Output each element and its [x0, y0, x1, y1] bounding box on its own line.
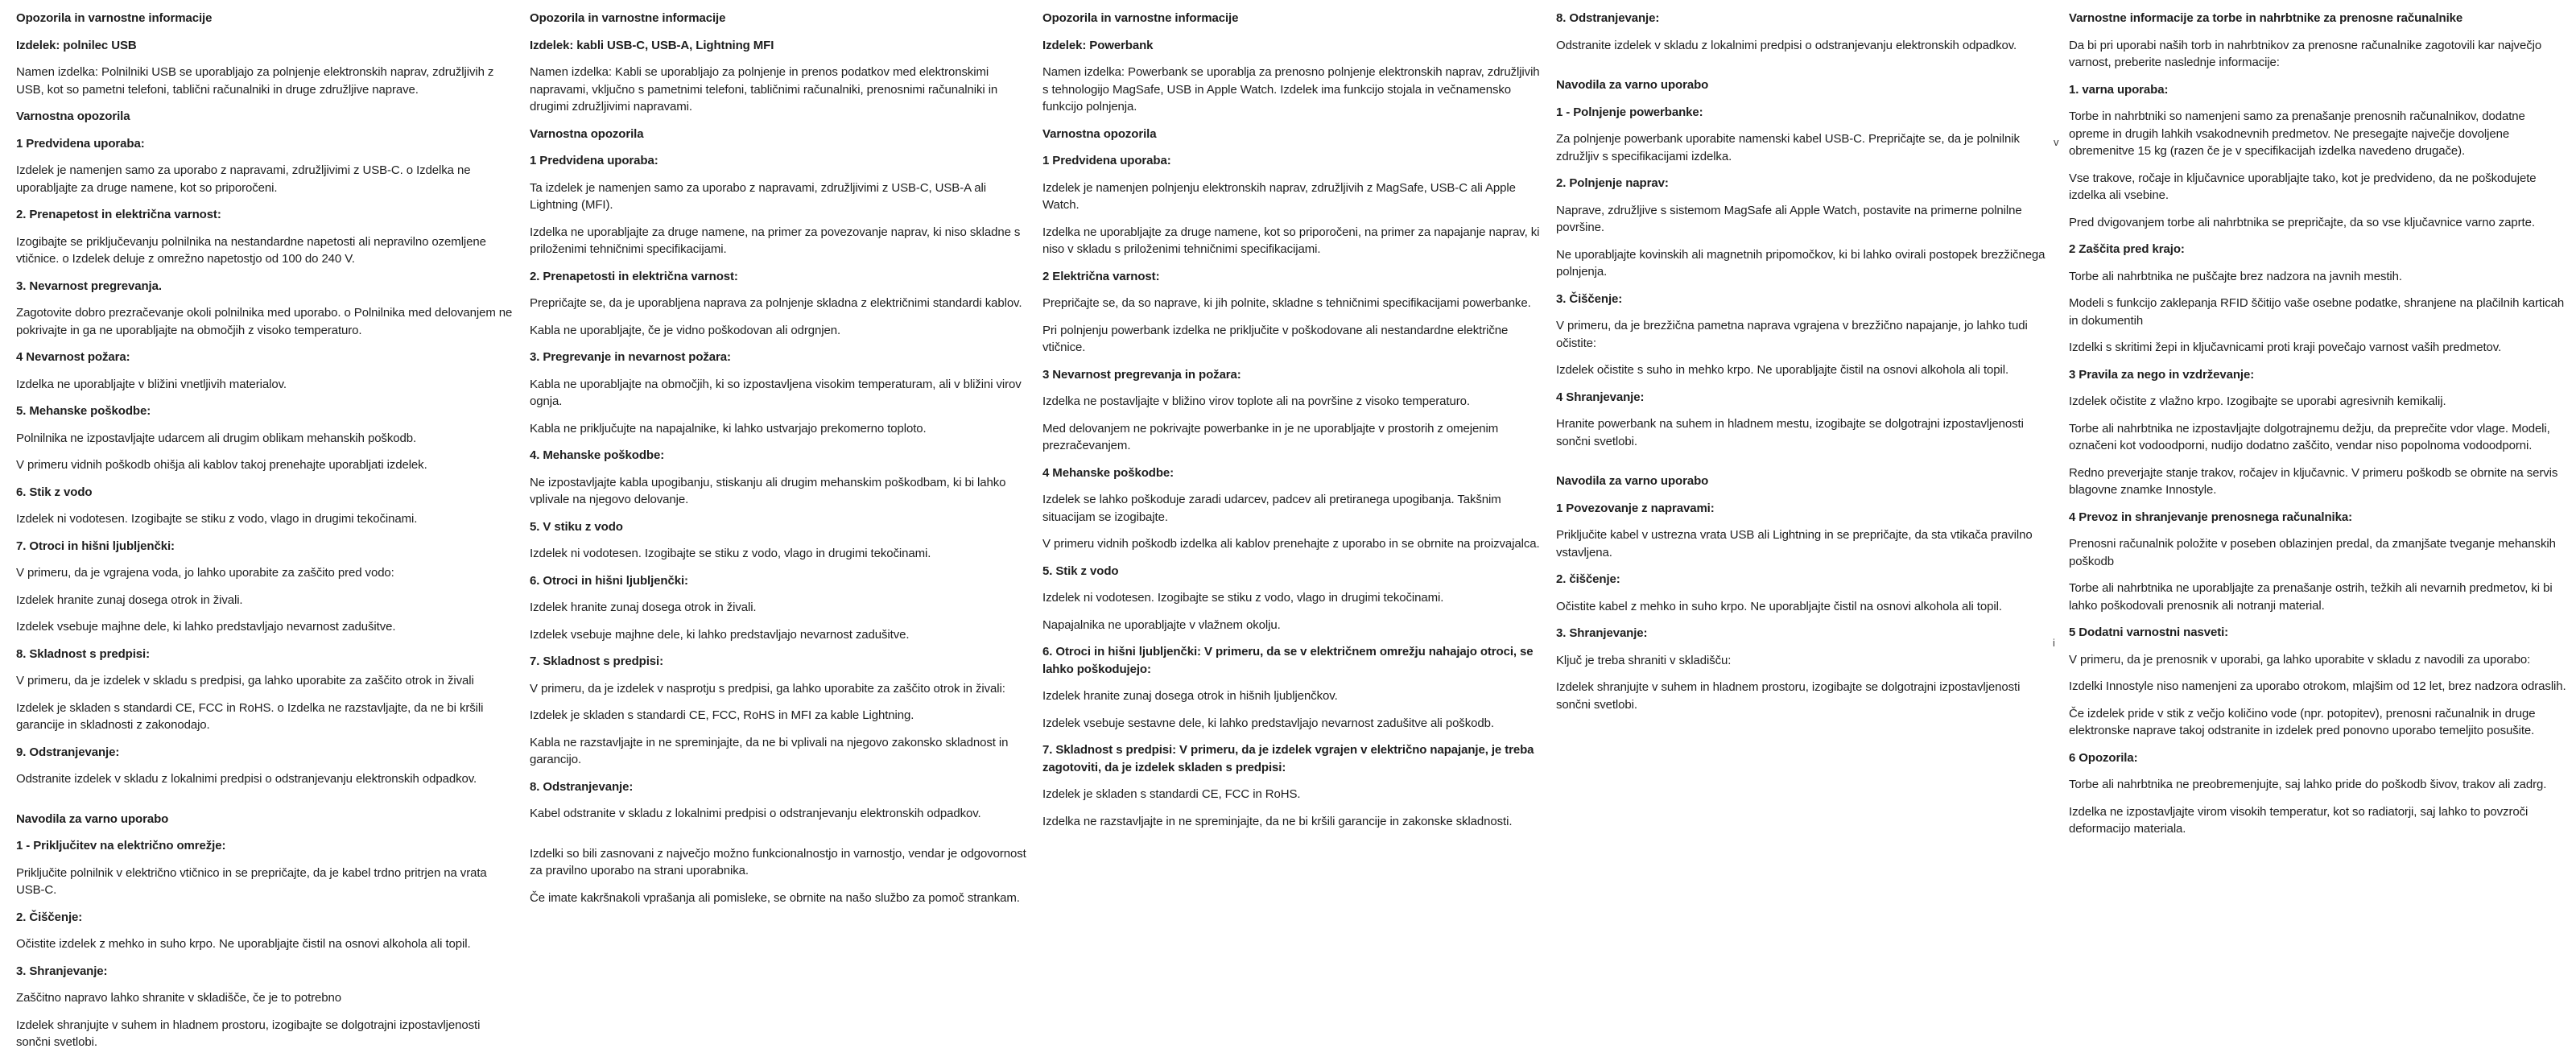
paragraph: Očistite kabel z mehko in suho krpo. Ne uporabljajte čistil na osnovi alkohola ali topil.	[1556, 599, 2002, 613]
paragraph: Odstranite izdelek v skladu z lokalnimi predpisi o odstranjevanju elektronskih odpadkov.	[1556, 38, 2017, 52]
paragraph: Izdelek je namenjen polnjenju elektronskih naprav, združljivih z MagSafe, USB-C ali Apple Watch.	[1042, 180, 1516, 212]
paragraph: Če imate kakršnakoli vprašanja ali pomisleke, se obrnite na našo službo za pomoč strankam.	[530, 890, 1020, 905]
paragraph: Prenosni računalnik položite v poseben oblazinjen predal, da zmanjšate tveganje mehanskih poškodb	[2069, 537, 2556, 568]
paragraph: Očistite izdelek z mehko in suho krpo. Ne uporabljajte čistil na osnovi alkohola ali topil.	[16, 937, 471, 951]
paragraph: Izdelki so bili zasnovani z največjo možno funkcionalnostjo in varnostjo, vendar je odgovornost za pravilno uporabo na strani uporabnika.	[530, 846, 1026, 877]
section-heading: 6. Stik z vodo	[16, 485, 93, 499]
section-heading: 4. Mehanske poškodbe:	[530, 448, 665, 462]
section-heading: 1 Predvidena uporaba:	[530, 154, 658, 167]
section-heading: 4 Shranjevanje:	[1556, 390, 1645, 404]
section-heading: 6 Opozorila:	[2069, 750, 2138, 765]
paragraph: Torbe ali nahrbtnika ne preobremenjujte, saj lahko pride do poškodb šivov, trakov ali zadrg.	[2069, 778, 2547, 791]
paragraph: Kabla ne priključujte na napajalnike, ki lahko ustvarjajo prekomerno toploto.	[530, 421, 927, 436]
paragraph: Torbe ali nahrbtnika ne uporabljajte za prenašanje ostrih, težkih ali nevarnih predmetov, ki bi lahko poškodovali prenosnik ali notranji material.	[2069, 581, 2553, 613]
paragraph: Izdelek ni vodotesen. Izogibajte se stiku z vodo, vlago in drugimi tekočinami.	[1042, 591, 1444, 605]
section-heading: 2. Polnjenje naprav:	[1556, 176, 1669, 190]
paragraph: Hranite powerbank na suhem in hladnem mestu, izogibajte se dolgotrajni izpostavljenosti sončni svetlobi.	[1556, 417, 2024, 448]
paragraph: Torbe in nahrbtniki so namenjeni samo za prenašanje prenosnih računalnikov, dodatne opreme in drugih lahkih vsakodnevnih predmetov. Ne presegajte največje dovoljene obremenitve 15 kg (razen če je v specifikacijah izdelka navedeno drugače).	[2069, 109, 2525, 158]
paragraph: Izdelka ne uporabljajte za druge namene, kot so priporočeni, na primer za napajanje naprav, ki niso v skladu s priloženimi tehničnimi specifikacijami.	[1042, 225, 1540, 256]
section-heading: Izdelek: Powerbank	[1042, 38, 1154, 52]
paragraph: Izdelek hranite zunaj dosega otrok in živali.	[16, 592, 243, 607]
section-heading: 8. Odstranjevanje:	[530, 779, 634, 794]
paragraph: Izdelek hranite zunaj dosega otrok in živali.	[530, 601, 757, 614]
section-heading: 2 Zaščita pred krajo:	[2069, 242, 2185, 256]
paragraph: Izdelka ne uporabljajte za druge namene, na primer za povezovanje naprav, ki niso skladne s priloženimi tehničnimi specifikacijami.	[530, 225, 1021, 256]
paragraph: Namen izdelka: Powerbank se uporablja za prenosno polnjenje elektronskih naprav, združljivih s tehnologijo MagSafe, USB in Apple Watch. Izdelek ima funkcijo stojala in večnamensko funkcijo polnjenja.	[1042, 65, 1540, 114]
section-heading: 3. Nevarnost pregrevanja.	[16, 279, 162, 293]
paragraph: Torbe ali nahrbtnika ne izpostavljajte dolgotrajnemu dežju, da preprečite vdor vlage. Modeli, označeni kot vodoodporni, nudijo dodatno zaščito, vendar niso popolnoma vodoodporni.	[2069, 421, 2550, 452]
section-heading: 2. Prenapetost in električna varnost:	[16, 208, 221, 221]
section-heading: 8. Skladnost s predpisi:	[16, 646, 150, 661]
paragraph: Izdelki s skritimi žepi in ključavnicami proti kraji povečajo varnost vaših predmetov.	[2069, 341, 2502, 354]
paragraph: Modeli s funkcijo zaklepanja RFID ščitijo vaše osebne podatke, shranjene na plačilnih karticah in dokumentih	[2069, 296, 2565, 328]
paragraph: V primeru, da je vgrajena voda, jo lahko uporabite za zaščito pred vodo:	[16, 566, 394, 580]
paragraph: Ključ je treba shraniti v skladišču:	[1556, 653, 1732, 667]
paragraph: Izdelek vsebuje majhne dele, ki lahko predstavljajo nevarnost zadušitve.	[16, 620, 396, 634]
paragraph: Priključite polnilnik v električno vtičnico in se prepričajte, da je kabel trdno pritrjen na vrata USB-C.	[16, 865, 487, 897]
section-heading: 7. Skladnost s predpisi: V primeru, da je izdelek vgrajen v električno napajanje, je treba zagotoviti, da je izdelek skladen s predpisi:	[1042, 743, 1534, 774]
section-heading: Varnostna opozorila	[16, 109, 130, 123]
document-section	[1042, 10, 1540, 830]
paragraph: Izdelek očistite s suho in mehko krpo. Ne uporabljajte čistil na osnovi alkohola ali topil.	[1556, 363, 2009, 377]
section-heading: 9. Odstranjevanje:	[16, 745, 120, 759]
paragraph: Izdelek vsebuje sestavne dele, ki lahko predstavljajo nevarnost zadušitve ali poškodb.	[1042, 716, 1494, 730]
section-heading: 1 Predvidena uporaba:	[16, 136, 145, 151]
section-heading: 4 Nevarnost požara:	[16, 350, 130, 364]
paragraph: Ne uporabljajte kovinskih ali magnetnih pripomočkov, ki bi lahko ovirali postopek brezžičnega polnjenja.	[1556, 247, 2046, 279]
paragraph: Izdelka ne postavljajte v bližino virov toplote ali na površine z visoko temperaturo.	[1042, 394, 1470, 408]
document-section	[16, 811, 514, 1051]
section-heading: 2. Čiščenje:	[16, 910, 83, 924]
section-heading: 3. Shranjevanje:	[16, 964, 108, 978]
section-heading: 3. Pregrevanje in nevarnost požara:	[530, 350, 731, 364]
paragraph: Torbe ali nahrbtnika ne puščajte brez nadzora na javnih mestih.	[2069, 269, 2402, 283]
section-heading: Opozorila in varnostne informacije	[530, 11, 726, 25]
paragraph: Prepričajte se, da so naprave, ki jih polnite, skladne s tehničnimi specifikacijami powerbanke.	[1042, 296, 1531, 310]
paragraph: Kabla ne razstavljajte in ne spreminjajte, da ne bi vplivali na njegovo zakonsko skladnost in garancijo.	[530, 735, 1009, 766]
paragraph: Izdelek je skladen s standardi CE, FCC in RoHS. o Izdelka ne razstavljajte, da ne bi kršili garancije in skladnosti z zakonodajo.	[16, 700, 484, 732]
paragraph: Polnilnika ne izpostavljajte udarcem ali drugim oblikam mehanskih poškodb.	[16, 431, 417, 445]
text-column-powerbank-and-cable-usage	[1556, 10, 2054, 723]
section-heading: 1 Predvidena uporaba:	[1042, 154, 1171, 167]
paragraph: Za polnjenje powerbank uporabite namenski kabel USB-C. Prepričajte se, da je polnilnik združljiv s specifikacijami izdelka.	[1556, 132, 2020, 163]
section-heading: 6. Otroci in hišni ljubljenčki:	[530, 573, 688, 588]
section-heading: 3. Shranjevanje:	[1556, 626, 1648, 640]
section-heading: Varnostna opozorila	[530, 126, 644, 141]
section-heading: Opozorila in varnostne informacije	[1042, 11, 1239, 25]
document-section	[1556, 473, 2054, 713]
section-heading: 4 Mehanske poškodbe:	[1042, 465, 1174, 480]
paragraph: Pri polnjenju powerbank izdelka ne priključite v poškodovane ali nestandardne električne vtičnice.	[1042, 323, 1509, 354]
text-column-laptop-bags	[2069, 10, 2566, 848]
paragraph: Izdelka ne izpostavljajte virom visokih temperatur, kot so radiatorji, saj lahko to povzroči deformacijo materiala.	[2069, 804, 2529, 836]
stray-gutter-character: v	[2054, 136, 2059, 148]
document-section	[16, 10, 514, 788]
section-heading: 3. Čiščenje:	[1556, 291, 1623, 306]
section-heading: 5. Stik z vodo	[1042, 564, 1119, 578]
section-heading: 2 Električna varnost:	[1042, 269, 1160, 283]
paragraph: Izogibajte se priključevanju polnilnika na nestandardne napetosti ali nepravilno ozemljene vtičnice. o Izdelek deluje z omrežno napetostjo od 100 do 240 V.	[16, 234, 486, 266]
section-heading: 1 Povezovanje z napravami:	[1556, 501, 1715, 515]
paragraph: Izdelka ne uporabljajte v bližini vnetljivih materialov.	[16, 377, 287, 391]
section-heading: 5. Mehanske poškodbe:	[16, 404, 151, 418]
section-heading: 7. Otroci in hišni ljubljenčki:	[16, 539, 175, 553]
document-section	[1556, 10, 2054, 54]
paragraph: Da bi pri uporabi naših torb in nahrbtnikov za prenosne računalnike zagotovili kar največjo varnost, preberite naslednje informacije:	[2069, 38, 2542, 69]
section-heading: Izdelek: polnilec USB	[16, 38, 137, 52]
paragraph: Če izdelek pride v stik z večjo količino vode (npr. potopitev), prenosni računalnik in druge elektronske naprave takoj odstranite in izdelek pred ponovno uporabo temeljito posušite.	[2069, 706, 2536, 737]
paragraph: Izdelek shranjujte v suhem in hladnem prostoru, izogibajte se dolgotrajni izpostavljenosti sončni svetlobi.	[16, 1018, 481, 1049]
paragraph: Prepričajte se, da je uporabljena naprava za polnjenje skladna z električnimi standardi kablov.	[530, 296, 1022, 310]
paragraph: Zagotovite dobro prezračevanje okoli polnilnika med uporabo. o Polnilnika med delovanjem ne pokrivajte in ga ne uporabljajte na območjih z visoko temperaturo.	[16, 306, 513, 337]
section-heading: Varnostna opozorila	[1042, 126, 1157, 141]
paragraph: Izdelek shranjujte v suhem in hladnem prostoru, izogibajte se dolgotrajni izpostavljenosti sončni svetlobi.	[1556, 680, 2021, 712]
section-heading: 1 - Polnjenje powerbanke:	[1556, 105, 1703, 119]
stray-gutter-character: i	[2053, 637, 2055, 649]
paragraph: Naprave, združljive s sistemom MagSafe ali Apple Watch, postavite na primerne polnilne površine.	[1556, 203, 2022, 234]
paragraph: Izdelek je skladen s standardi CE, FCC in RoHS.	[1042, 787, 1301, 801]
section-heading: Navodila za varno uporabo	[1556, 474, 1709, 488]
paragraph: Redno preverjajte stanje trakov, ročajev in ključavnic. V primeru poškodb se obrnite na servis blagovne znamke Innostyle.	[2069, 465, 2558, 497]
paragraph: V primeru, da je izdelek v skladu s predpisi, ga lahko uporabite za zaščito otrok in živali	[16, 674, 474, 687]
paragraph: Odstranite izdelek v skladu z lokalnimi predpisi o odstranjevanju elektronskih odpadkov.	[16, 772, 477, 786]
paragraph: Namen izdelka: Kabli se uporabljajo za polnjenje in prenos podatkov med elektronskimi napravami, vključno s pametnimi telefoni, tabličnimi računalniki, prenosnimi računalniki in drugimi združljivimi napravami.	[530, 65, 998, 114]
document-section	[2069, 10, 2566, 838]
section-heading: 2. čiščenje:	[1556, 572, 1620, 586]
paragraph: Kabla ne uporabljajte, če je vidno poškodovan ali odrgnjen.	[530, 323, 841, 337]
paragraph: Izdelka ne razstavljajte in ne spreminjajte, da ne bi kršili garancije in zakonske skladnosti.	[1042, 814, 1513, 828]
section-heading: 1. varna uporaba:	[2069, 82, 2169, 97]
section-heading: Varnostne informacije za torbe in nahrbtnike za prenosne računalnike	[2069, 11, 2463, 25]
paragraph: Izdelek se lahko poškoduje zaradi udarcev, padcev ali pretiranega upogibanja. Takšnim situacijam se izogibajte.	[1042, 493, 1501, 524]
text-column-powerbank	[1042, 10, 1540, 840]
section-heading: 3 Pravila za nego in vzdrževanje:	[2069, 367, 2255, 382]
section-heading: Izdelek: kabli USB-C, USB-A, Lightning MFI	[530, 38, 774, 52]
paragraph: Kabel odstranite v skladu z lokalnimi predpisi o odstranjevanju elektronskih odpadkov.	[530, 807, 981, 820]
paragraph: Izdelek je skladen s standardi CE, FCC, RoHS in MFI za kable Lightning.	[530, 708, 914, 722]
paragraph: Ne izpostavljajte kabla upogibanju, stiskanju ali drugim mehanskim poškodbam, ki bi lahko vplivale na njegovo delovanje.	[530, 475, 1006, 506]
section-heading: 4 Prevoz in shranjevanje prenosnega računalnika:	[2069, 510, 2352, 524]
paragraph: V primeru, da je izdelek v nasprotju s predpisi, ga lahko uporabite za zaščito otrok in živali:	[530, 681, 1005, 696]
paragraph: Zaščitno napravo lahko shranite v skladišče, če je to potrebno	[16, 991, 342, 1005]
paragraph: Napajalnika ne uporabljajte v vlažnem okolju.	[1042, 617, 1281, 632]
paragraph: Ta izdelek je namenjen samo za uporabo z napravami, združljivimi z USB-C, USB-A ali Lightning (MFI).	[530, 180, 986, 212]
paragraph: Izdelek ni vodotesen. Izogibajte se stiku z vodo, vlago in drugimi tekočinami.	[16, 512, 418, 526]
document-section	[1556, 76, 2054, 450]
document-section	[530, 10, 1027, 823]
paragraph: Izdelek hranite zunaj dosega otrok in hišnih ljubljenčkov.	[1042, 689, 1338, 703]
paragraph: Kabla ne uporabljajte na območjih, ki so izpostavljena visokim temperaturam, ali v bližini virov ognja.	[530, 377, 1022, 408]
paragraph: Namen izdelka: Polnilniki USB se uporabljajo za polnjenje elektronskih naprav, združljivih z USB, kot so pametni telefoni, tablični računalniki in druge združljive naprave.	[16, 65, 494, 97]
paragraph: Vse trakove, ročaje in ključavnice uporabljajte tako, kot je predvideno, da ne poškodujete izdelka ali vsebine.	[2069, 171, 2537, 202]
paragraph: Pred dvigovanjem torbe ali nahrbtnika se prepričajte, da so vse ključavnice varno zaprte.	[2069, 215, 2535, 229]
document-section	[530, 845, 1027, 907]
section-heading: 6. Otroci in hišni ljubljenčki: V primeru, da se v električnem omrežju nahajajo otroci, se lahko poškodujejo:	[1042, 645, 1534, 676]
paragraph: Izdelek očistite z vlažno krpo. Izogibajte se uporabi agresivnih kemikalij.	[2069, 394, 2446, 408]
paragraph: V primeru, da je prenosnik v uporabi, ga lahko uporabite v skladu z navodili za uporabo:	[2069, 652, 2531, 667]
paragraph: Izdelek je namenjen samo za uporabo z napravami, združljivimi z USB-C. o Izdelka ne uporabljajte za druge namene, kot so priporočeni.	[16, 163, 471, 195]
section-heading: 2. Prenapetosti in električna varnost:	[530, 269, 738, 283]
paragraph: Priključite kabel v ustrezna vrata USB ali Lightning in se prepričajte, da sta vtikača pravilno vstavljena.	[1556, 528, 2033, 559]
text-column-cables	[530, 10, 1027, 916]
section-heading: 5. V stiku z vodo	[530, 519, 623, 534]
section-heading: Navodila za varno uporabo	[16, 811, 169, 826]
section-heading: 5 Dodatni varnostni nasveti:	[2069, 625, 2229, 639]
section-heading: 7. Skladnost s predpisi:	[530, 654, 663, 668]
paragraph: Izdelki Innostyle niso namenjeni za uporabo otrokom, mlajšim od 12 let, brez nadzora odraslih.	[2069, 679, 2566, 693]
paragraph: V primeru vidnih poškodb izdelka ali kablov prenehajte z uporabo in se obrnite na proizvajalca.	[1042, 537, 1540, 551]
section-heading: Navodila za varno uporabo	[1556, 78, 1709, 92]
section-heading: 8. Odstranjevanje:	[1556, 11, 1660, 25]
paragraph: Izdelek ni vodotesen. Izogibajte se stiku z vodo, vlago in drugimi tekočinami.	[530, 547, 931, 560]
paragraph: V primeru vidnih poškodb ohišja ali kablov takoj prenehajte uporabljati izdelek.	[16, 458, 427, 472]
text-column-usb-charger	[16, 10, 514, 1061]
section-heading: 3 Nevarnost pregrevanja in požara:	[1042, 367, 1241, 382]
paragraph: Izdelek vsebuje majhne dele, ki lahko predstavljajo nevarnost zadušitve.	[530, 627, 910, 642]
paragraph: Med delovanjem ne pokrivajte powerbanke in je ne uporabljajte v prostorih z omejenim prezračevanjem.	[1042, 421, 1499, 452]
paragraph: V primeru, da je brezžična pametna naprava vgrajena v brezžično napajanje, jo lahko tudi očistite:	[1556, 319, 2028, 350]
section-heading: Opozorila in varnostne informacije	[16, 11, 213, 25]
section-heading: 1 - Priključitev na električno omrežje:	[16, 839, 226, 853]
